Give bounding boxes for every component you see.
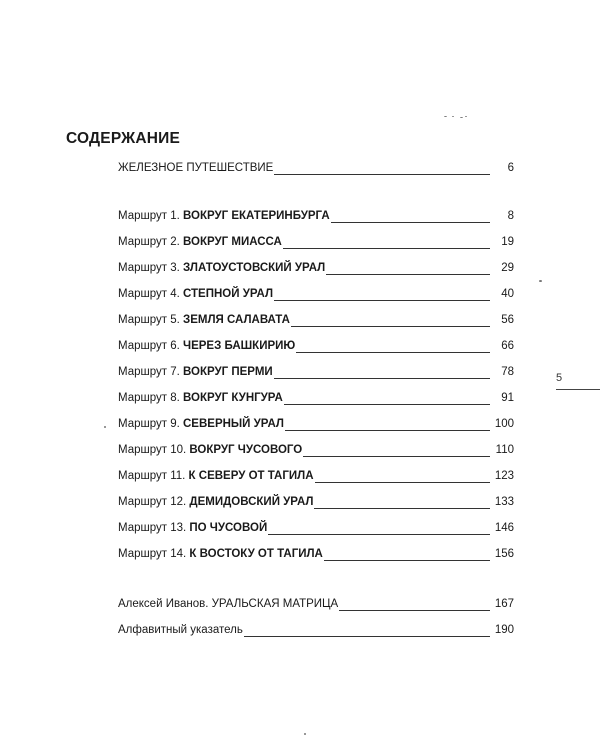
scan-speck (452, 116, 454, 117)
toc-entry-label (118, 443, 302, 460)
toc-entry-page: 40 (501, 288, 514, 300)
toc-entry-prefix: Маршрут 10. (118, 444, 190, 456)
toc-entry (118, 614, 514, 640)
toc-entry-title: СЕВЕРНЫЙ УРАЛ (183, 418, 284, 430)
toc-leader-line (296, 352, 490, 353)
toc-entry (118, 356, 514, 382)
toc-entry-title: К СЕВЕРУ ОТ ТАГИЛА (188, 470, 314, 482)
scan-speck (539, 280, 542, 282)
toc-entry-title: К ВОСТОКУ ОТ ТАГИЛА (189, 548, 323, 560)
scan-speck (465, 116, 467, 117)
toc-entry-prefix: Маршрут 2. (118, 236, 183, 248)
toc-entry (118, 382, 514, 408)
toc-entry-prefix: Маршрут 1. (118, 210, 183, 222)
toc-entry-label (118, 391, 283, 408)
toc-entry-prefix: Алфавитный указатель (118, 624, 243, 636)
toc-entry (118, 330, 514, 356)
toc-entry-page: 190 (494, 624, 514, 636)
page-number-rule (556, 389, 600, 390)
toc-leader-line (314, 508, 490, 509)
toc-entry-title: ЗЛАТОУСТОВСКИЙ УРАЛ (183, 262, 326, 274)
toc-entry-label (118, 339, 295, 356)
toc-entry-page: 156 (494, 548, 514, 560)
toc-leader-line (324, 560, 490, 561)
toc-entry-title: ДЕМИДОВСКИЙ УРАЛ (189, 496, 314, 508)
toc-entry (118, 152, 514, 178)
toc-entry-label (118, 521, 267, 538)
toc-entry-label (118, 209, 330, 226)
toc-entry-prefix: ЖЕЛЕЗНОЕ ПУТЕШЕСТВИЕ (118, 162, 274, 174)
toc-heading: СОДЕРЖАНИЕ (66, 130, 181, 147)
toc-entry (118, 460, 514, 486)
toc-entry-page: 110 (495, 444, 514, 456)
scan-speck (304, 733, 306, 735)
toc-entry (118, 486, 514, 512)
toc-entry-page: 133 (494, 496, 514, 508)
toc-leader-line (274, 300, 490, 301)
toc-entry (118, 304, 514, 330)
toc-leader-line (274, 174, 490, 175)
toc-entry-label (118, 495, 313, 512)
toc-entry-title: ПО ЧУСОВОЙ (189, 522, 268, 534)
toc-entry-page: 78 (501, 366, 514, 378)
toc-entry-title: ВОКРУГ ПЕРМИ (183, 366, 273, 378)
toc-entry-prefix: Маршрут 11. (118, 470, 189, 482)
toc-entry-title: ВОКРУГ ЧУСОВОГО (189, 444, 303, 456)
toc-entry-prefix: Маршрут 6. (118, 340, 183, 352)
toc-leader-line (339, 610, 490, 611)
toc-entry-page: 8 (507, 210, 514, 222)
toc-leader-line (315, 482, 490, 483)
toc-entry-label (118, 547, 323, 564)
toc-entry-label (118, 597, 338, 614)
toc-entry-prefix: Маршрут 4. (118, 288, 183, 300)
toc-entry-prefix: Маршрут 7. (118, 366, 183, 378)
toc-leader-line (268, 534, 490, 535)
toc-entry-page: 29 (501, 262, 514, 274)
toc-entry (118, 408, 514, 434)
toc-entry-label (118, 417, 284, 434)
toc-entry-label (118, 365, 273, 382)
toc-entry-label (118, 235, 282, 252)
toc-entry (118, 434, 514, 460)
toc-entry-label (118, 261, 325, 278)
toc-entry-label (118, 161, 273, 178)
toc-entry-prefix: Маршрут 8. (118, 392, 183, 404)
toc-entry-prefix: Маршрут 5. (118, 314, 183, 326)
toc-entry-page: 91 (501, 392, 514, 404)
toc-entry-page: 6 (507, 162, 514, 174)
toc-leader-line (331, 222, 490, 223)
toc-entry-label (118, 313, 290, 330)
toc-entry-prefix: Маршрут 3. (118, 262, 183, 274)
scan-speck (460, 117, 463, 118)
toc-entry-label (118, 469, 314, 486)
toc-entry (118, 588, 514, 614)
toc-entry (118, 252, 514, 278)
toc-entry-page: 100 (494, 418, 514, 430)
toc-entry-page: 167 (494, 598, 514, 610)
toc-leader-line (291, 326, 490, 327)
toc-entry-prefix: Алексей Иванов. УРАЛЬСКАЯ МАТРИЦА (118, 598, 339, 610)
toc-entry-page: 66 (501, 340, 514, 352)
toc-entry-prefix: Маршрут 13. (118, 522, 190, 534)
scan-speck (444, 116, 447, 117)
toc-entry-page: 56 (501, 314, 514, 326)
toc-entry-title: ЗЕМЛЯ САЛАВАТА (183, 314, 290, 326)
toc-entry-prefix: Маршрут 12. (118, 496, 190, 508)
toc-leader-line (303, 456, 490, 457)
toc-entry (118, 278, 514, 304)
toc-entry-page: 19 (501, 236, 514, 248)
toc-entry (118, 512, 514, 538)
toc-entry-title: ВОКРУГ МИАССА (183, 236, 282, 248)
toc-entry (118, 538, 514, 564)
toc-entry-label (118, 623, 243, 640)
toc-entry-prefix: Маршрут 9. (118, 418, 183, 430)
toc-leader-line (244, 636, 490, 637)
toc-leader-line (284, 404, 490, 405)
toc-entry (118, 226, 514, 252)
toc-leader-line (326, 274, 490, 275)
toc-entry-title: ВОКРУГ ЕКАТЕРИНБУРГА (183, 210, 330, 222)
toc-entry-prefix: Маршрут 14. (118, 548, 190, 560)
toc-entry-label (118, 287, 273, 304)
toc-leader-line (274, 378, 490, 379)
scan-speck (104, 426, 106, 428)
page-number: 5 (556, 372, 563, 384)
toc-entry-page: 123 (494, 470, 514, 482)
toc-entry-title: ЧЕРЕЗ БАШКИРИЮ (183, 340, 296, 352)
toc-entry-title: СТЕПНОЙ УРАЛ (183, 288, 274, 300)
toc-leader-line (285, 430, 490, 431)
toc-entry (118, 200, 514, 226)
toc-leader-line (283, 248, 490, 249)
toc-entry-page: 146 (494, 522, 514, 534)
toc-entry-title: ВОКРУГ КУНГУРА (183, 392, 283, 404)
